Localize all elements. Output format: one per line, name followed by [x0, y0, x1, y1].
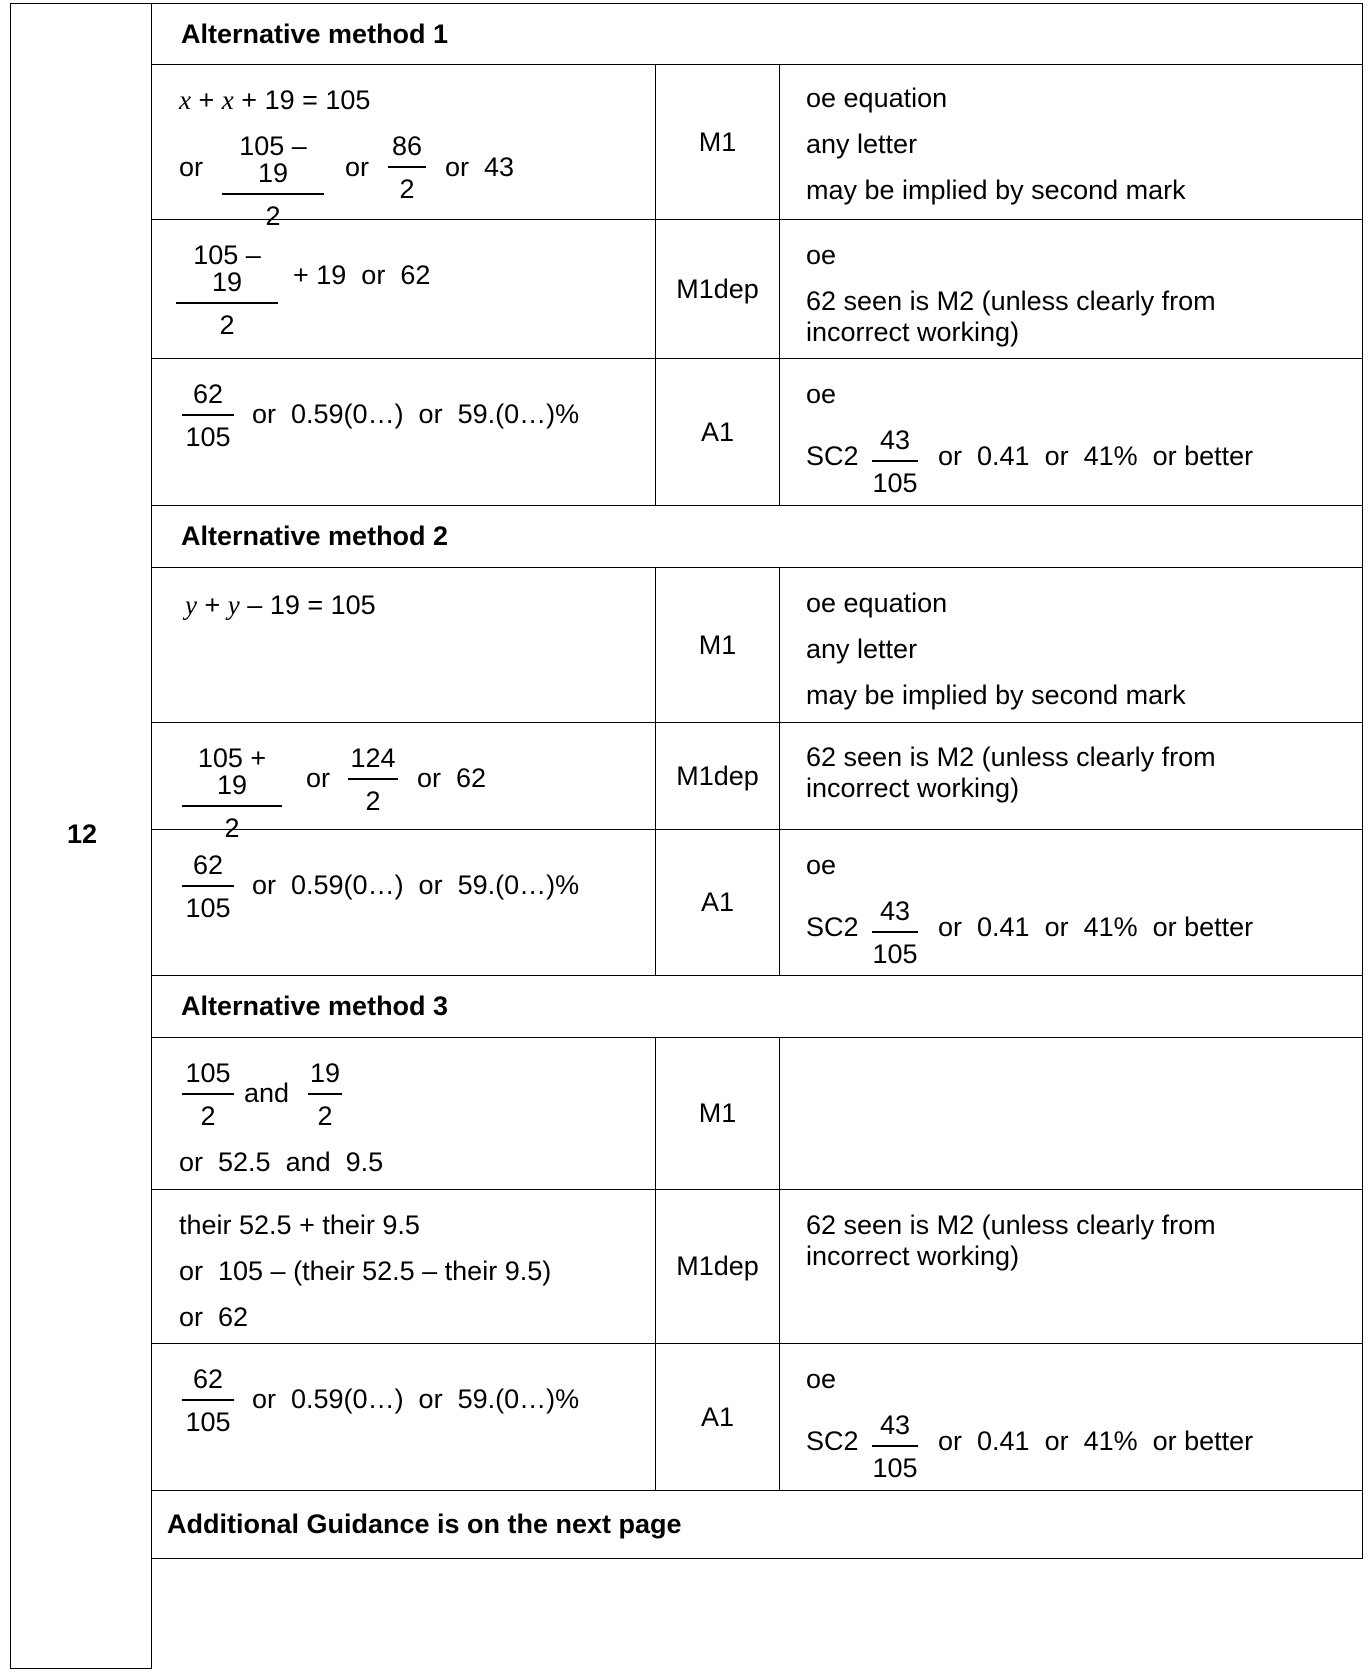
guidance-cell	[780, 1190, 1362, 1343]
guidance-text: incorrect working)	[806, 1241, 1020, 1271]
and-text: and	[244, 1078, 290, 1108]
denominator: 2	[200, 1101, 216, 1131]
equation-line	[179, 87, 370, 114]
denominator: 105	[185, 893, 231, 923]
alt-method-3-title: Alternative method 3	[181, 991, 449, 1021]
denominator: 2	[365, 786, 381, 816]
guidance-text: may be implied by second mark	[806, 175, 1186, 205]
special-case-label: SC2	[806, 912, 859, 942]
special-case-label: SC2	[806, 1426, 859, 1456]
guidance-text: or 0.41 or 41% or better	[938, 441, 1254, 471]
or-text: or	[179, 152, 204, 182]
question-number: 12	[66, 819, 98, 849]
working-cell	[152, 1190, 656, 1343]
guidance-text: 62 seen is M2 (unless clearly from	[806, 286, 1216, 316]
fraction	[182, 381, 234, 451]
fraction	[872, 427, 918, 497]
plus-sign: +	[204, 590, 221, 620]
guidance-text: any letter	[806, 129, 918, 159]
working-line: or 62	[179, 1302, 249, 1332]
numerator: 43	[879, 1410, 911, 1440]
variable: x	[179, 85, 191, 115]
additional-guidance-note: Additional Guidance is on the next page	[167, 1509, 682, 1539]
denominator: 2	[399, 174, 415, 204]
guidance-cell	[780, 1038, 1362, 1189]
equation-rest: – 19 = 105	[247, 590, 376, 620]
guidance-text: oe equation	[806, 83, 948, 113]
alt-method-2-title: Alternative method 2	[181, 521, 449, 551]
fraction	[872, 1412, 918, 1482]
mark-scheme-table	[10, 3, 1364, 1671]
guidance-text: may be implied by second mark	[806, 680, 1186, 710]
guidance-cell	[780, 1344, 1362, 1490]
variable: y	[227, 590, 240, 620]
mark-cell: M1	[656, 568, 780, 722]
working-rest: or 0.59(0…) or 59.(0…)%	[252, 1384, 580, 1414]
fraction	[388, 133, 426, 203]
guidance-cell	[780, 723, 1362, 829]
denominator: 2	[219, 310, 235, 340]
numerator: 105 – 19	[239, 131, 307, 188]
alt3-row-2	[152, 1189, 1363, 1344]
variable: x	[221, 85, 234, 115]
numerator: 43	[879, 425, 911, 455]
numerator: 62	[192, 379, 224, 409]
or-text: or	[345, 152, 370, 182]
numerator: 43	[879, 896, 911, 926]
guidance-cell	[780, 830, 1362, 975]
working-line: their 52.5 + their 9.5	[179, 1210, 420, 1240]
fraction	[348, 745, 398, 815]
fraction	[176, 242, 278, 339]
variable: y	[185, 590, 197, 620]
mark-cell: A1	[656, 359, 780, 505]
working-rest: or 0.59(0…) or 59.(0…)%	[252, 870, 580, 900]
or-value: or 43	[445, 152, 515, 182]
working-cell	[152, 65, 656, 231]
mark-cell: M1dep	[656, 220, 780, 358]
working-cell	[152, 359, 656, 505]
guidance-text: any letter	[806, 634, 918, 664]
guidance-cell	[780, 568, 1362, 722]
guidance-text: or 0.41 or 41% or better	[938, 1426, 1254, 1456]
alt-method-1-title: Alternative method 1	[181, 18, 449, 49]
denominator: 105	[872, 468, 918, 498]
equation-rest: + 19 = 105	[241, 85, 371, 115]
guidance-text: oe	[806, 1364, 837, 1394]
working-rest: or 0.59(0…) or 59.(0…)%	[252, 399, 580, 429]
alt1-row-1	[152, 64, 1363, 231]
guidance-cell	[780, 359, 1362, 505]
alt3-row-1	[152, 1037, 1363, 1190]
guidance-text: oe	[806, 240, 837, 270]
mark-cell: M1dep	[656, 1190, 780, 1343]
denominator: 105	[185, 1407, 231, 1437]
or-value: or 62	[417, 763, 487, 793]
guidance-text: or 0.41 or 41% or better	[938, 912, 1254, 942]
guidance-cell	[780, 220, 1362, 358]
working-cell	[152, 1344, 656, 1490]
mark-cell: A1	[656, 830, 780, 975]
alt2-row-3	[152, 829, 1363, 976]
working-line: or 105 – (their 52.5 – their 9.5)	[179, 1256, 552, 1286]
denominator: 105	[872, 939, 918, 969]
fraction	[872, 898, 918, 968]
alt2-row-1	[152, 567, 1363, 723]
alt-method-1-header	[152, 3, 1363, 65]
guidance-text: incorrect working)	[806, 773, 1020, 803]
numerator: 19	[309, 1058, 341, 1088]
numerator: 124	[350, 743, 396, 773]
alt1-row-3	[152, 358, 1363, 506]
working-cell	[152, 220, 656, 358]
mark-cell: M1	[656, 65, 780, 219]
denominator: 2	[317, 1101, 333, 1131]
numerator: 105	[185, 1058, 231, 1088]
mark-cell: A1	[656, 1344, 780, 1490]
numerator: 105 – 19	[193, 240, 261, 297]
mark-cell: M1	[656, 1038, 780, 1189]
guidance-text: incorrect working)	[806, 317, 1020, 347]
denominator: 105	[872, 1453, 918, 1483]
working-cell	[152, 568, 656, 722]
guidance-text: oe equation	[806, 588, 948, 618]
fraction	[222, 133, 324, 230]
alt-method-2-header	[152, 505, 1363, 568]
fraction	[182, 1366, 234, 1436]
denominator: 105	[185, 422, 231, 452]
guidance-text: 62 seen is M2 (unless clearly from	[806, 742, 1216, 772]
guidance-text: oe	[806, 379, 837, 409]
numerator: 86	[391, 131, 423, 161]
fraction	[308, 1060, 342, 1130]
denominator: 2	[265, 201, 281, 231]
working-cell	[152, 1038, 656, 1189]
working-rest: + 19 or 62	[293, 260, 431, 290]
or-text: or	[306, 763, 331, 793]
additional-guidance-row	[152, 1490, 1363, 1559]
denominator: 2	[224, 813, 240, 843]
mark-cell: M1dep	[656, 723, 780, 829]
working-cell	[152, 830, 656, 975]
working-cell	[152, 723, 656, 843]
fraction	[182, 852, 234, 922]
guidance-cell	[780, 65, 1362, 219]
plus-sign: +	[198, 85, 215, 115]
question-number-cell	[10, 3, 152, 1669]
fraction	[182, 1060, 234, 1130]
numerator: 105 + 19	[197, 743, 267, 800]
guidance-text: 62 seen is M2 (unless clearly from	[806, 1210, 1216, 1240]
alt1-row-2	[152, 219, 1363, 359]
equation-line	[185, 592, 376, 619]
alt2-row-2	[152, 722, 1363, 843]
fraction	[182, 745, 282, 842]
special-case-label: SC2	[806, 441, 859, 471]
working-line: or 52.5 and 9.5	[179, 1147, 384, 1177]
alt-method-3-header	[152, 975, 1363, 1038]
numerator: 62	[192, 1364, 224, 1394]
numerator: 62	[192, 850, 224, 880]
alt3-row-3	[152, 1343, 1363, 1491]
guidance-text: oe	[806, 850, 837, 880]
